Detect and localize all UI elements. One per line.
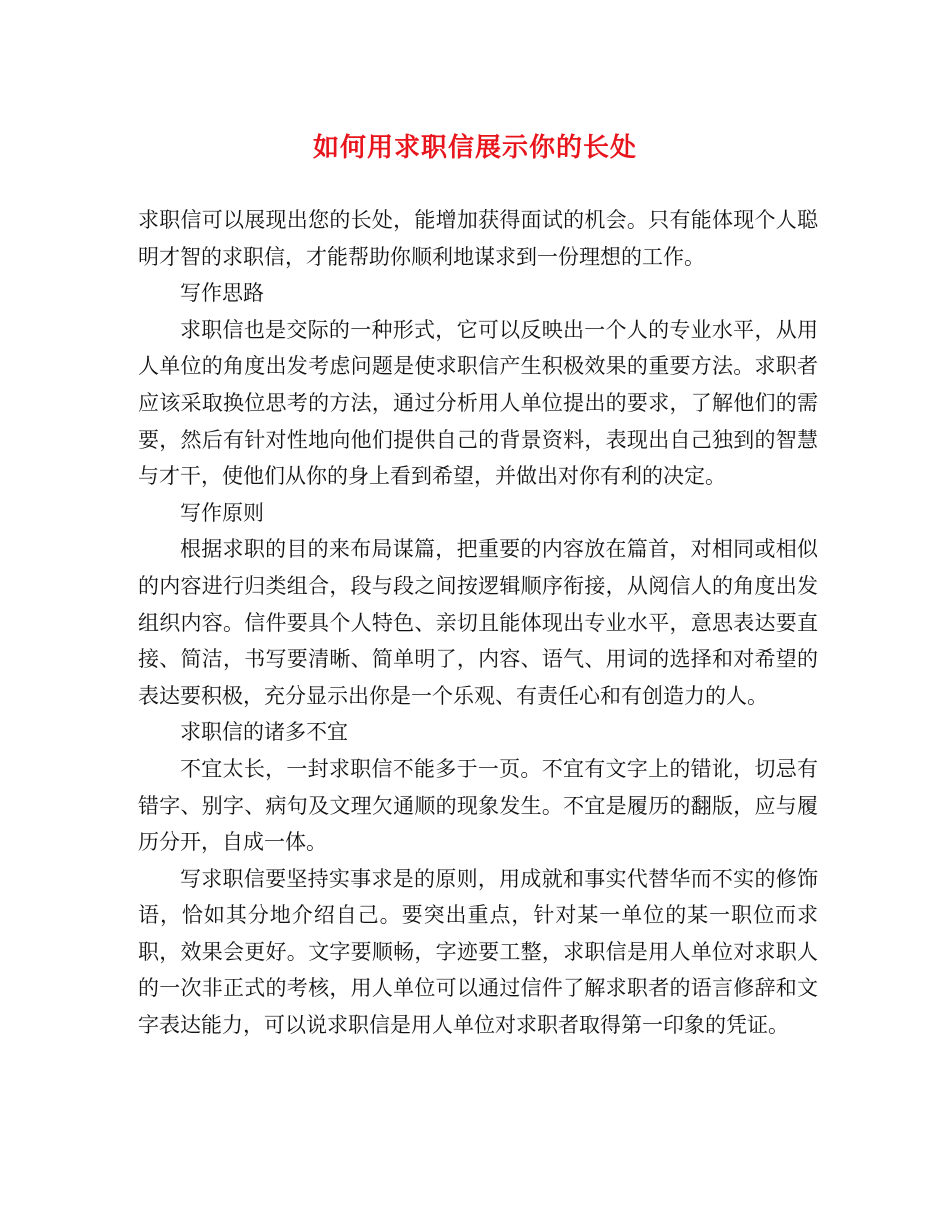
section-heading-donts: 求职信的诸多不宜 [180, 720, 348, 745]
document-body [138, 202, 818, 1044]
document-title: 如何用求职信展示你的长处 [312, 133, 637, 163]
section-heading-writing-principles: 写作原则 [180, 500, 264, 525]
intro-paragraph: 求职信可以展现出您的长处，能增加获得面试的机会。只有能体现个人聪明才智的求职信，才能帮助你顺利地谋求到一份理想的工作。 [138, 208, 818, 269]
section-heading-writing-approach: 写作思路 [180, 281, 264, 306]
writing-principles-paragraph: 根据求职的目的来布局谋篇，把重要的内容放在篇首，对相同或相似的内容进行归类组合，段与段之间按逻辑顺序衔接，从阅信人的角度出发组织内容。信件要具个人特色、亲切且能体现出专业水平，意思表达要直接、简洁，书写要清晰、简单明了，内容、语气、用词的选择和对希望的表达要积极，充分显示出你是一个乐观、有责任心和有创造力的人。 [138, 537, 818, 708]
closing-paragraph: 写求职信要坚持实事求是的原则，用成就和事实代替华而不实的修饰语，恰如其分地介绍自己。要突出重点，针对某一单位的某一职位而求职，效果会更好。文字要顺畅，字迹要工整，求职信是用人单位对求职人的一次非正式的考核，用人单位可以通过信件了解求职者的语言修辞和文字表达能力，可以说求职信是用人单位对求职者取得第一印象的凭证。 [138, 866, 818, 1038]
writing-approach-paragraph: 求职信也是交际的一种形式，它可以反映出一个人的专业水平，从用人单位的角度出发考虑问题是使求职信产生积极效果的重要方法。求职者应该采取换位思考的方法，通过分析用人单位提出的要求，了解他们的需要，然后有针对性地向他们提供自己的背景资料，表现出自己独到的智慧与才干，使他们从你的身上看到希望，并做出对你有利的决定。 [138, 317, 818, 489]
donts-paragraph: 不宜太长，一封求职信不能多于一页。不宜有文字上的错讹，切忌有错字、别字、病句及文理欠通顺的现象发生。不宜是履历的翻版，应与履历分开，自成一体。 [138, 756, 818, 855]
